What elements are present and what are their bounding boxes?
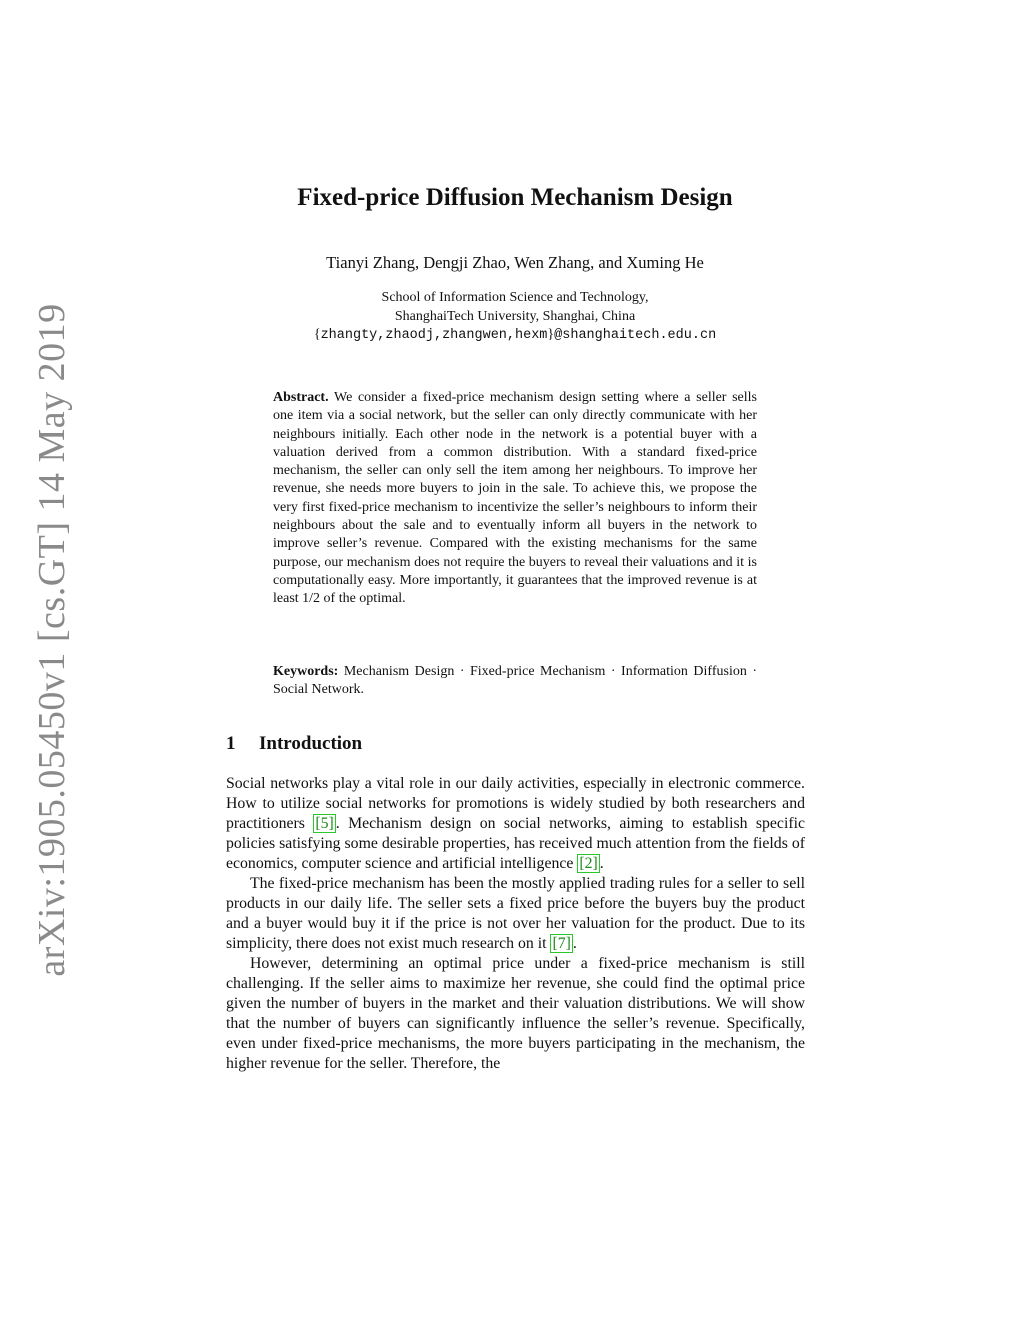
introduction-body (226, 774, 805, 1074)
affiliation-line-1: School of Information Science and Technology, (381, 290, 649, 305)
section-number: 1 (226, 733, 236, 754)
citation-link-7[interactable]: [7] (552, 935, 571, 952)
paragraph-2-text-b: . (572, 935, 577, 952)
author-list: Tianyi Zhang, Dengji Zhao, Wen Zhang, and Xuming He (326, 253, 704, 272)
email-brace-open: { (313, 327, 321, 342)
paragraph-1-text-b: . Mechanism design on social networks, aiming to establish specific policies satisfying some desirable properties, has received much attention from the fields of economics, computer science and artificial intelligence (226, 815, 805, 872)
email-names: zhangty,zhaodj,zhangwen,hexm (320, 328, 548, 343)
paragraph-1 (226, 774, 805, 874)
section-heading-introduction (226, 733, 362, 755)
paragraph-2 (226, 874, 805, 954)
citation-link-2[interactable]: [2] (579, 855, 598, 872)
keywords-text: Mechanism Design · Fixed-price Mechanism · Information Diffusion · Social Network. (273, 664, 758, 698)
paragraph-3: However, determining an optimal price under a fixed-price mechanism is still challenging. If the seller aims to maximize her revenue, she could find the optimal price given the number of buyers in the market and their valuation distributions. We will show that the number of buyers can significantly influence the seller’s revenue. Specifically, even under fixed-price mechanisms, the more buyers participating in the mechanism, the higher revenue for the seller. Therefore, the (226, 955, 805, 1072)
email-domain: @shanghaitech.edu.cn (554, 328, 717, 343)
abstract-label: Abstract. (273, 390, 329, 405)
paragraph-1-text-c: . (599, 855, 604, 872)
email-brace-close: } (547, 327, 555, 342)
abstract-text: We consider a fixed-price mechanism design setting where a seller sells one item via a social network, but the seller can only directly communicate with her neighbours initially. Each other node in the network is a potential buyer with a valuation derived from a common distribution. With a standard fixed-price mechanism, the seller can only sell the item among her neighbours. To improve her revenue, she needs more buyers to join in the sale. To achieve this, we propose the very first fixed-price mechanism to incentivize the seller’s neighbours to inform their neighbours about the sale and to eventually inform all buyers in the network to improve seller’s revenue. Compared with the existing mechanisms for the same purpose, our mechanism does not require the buyers to reveal their valuations and it is computationally easy. More importantly, it guarantees that the improved revenue is at least 1/2 of the optimal. (273, 390, 757, 607)
citation-link-5[interactable]: [5] (315, 815, 334, 832)
keywords-label: Keywords: (273, 664, 339, 679)
paper-title: Fixed-price Diffusion Mechanism Design (297, 184, 733, 211)
email-line[interactable] (200, 326, 830, 346)
affiliation-line-2: ShanghaiTech University, Shanghai, China (394, 308, 636, 324)
abstract-block (273, 389, 757, 609)
affiliation-block (200, 289, 830, 346)
keywords-block (273, 663, 757, 700)
section-title: Introduction (259, 733, 363, 754)
paragraph-2-text-a: The fixed-price mechanism has been the mostly applied trading rules for a seller to sell products in our daily life. The seller sets a fixed price before the buyers buy the product and a buyer would buy it if the price is not over her valuation for the product. Due to its simplicity, there does not exist much research on it (226, 875, 805, 952)
paragraph-1-text-a: Social networks play a vital role in our daily activities, especially in electronic commerce. How to utilize social networks for promotions is widely studied by both researchers and practitioners (226, 775, 805, 832)
arxiv-identifier-stamp: arXiv:1905.05450v1 [cs.GT] 14 May 2019 (31, 303, 73, 977)
